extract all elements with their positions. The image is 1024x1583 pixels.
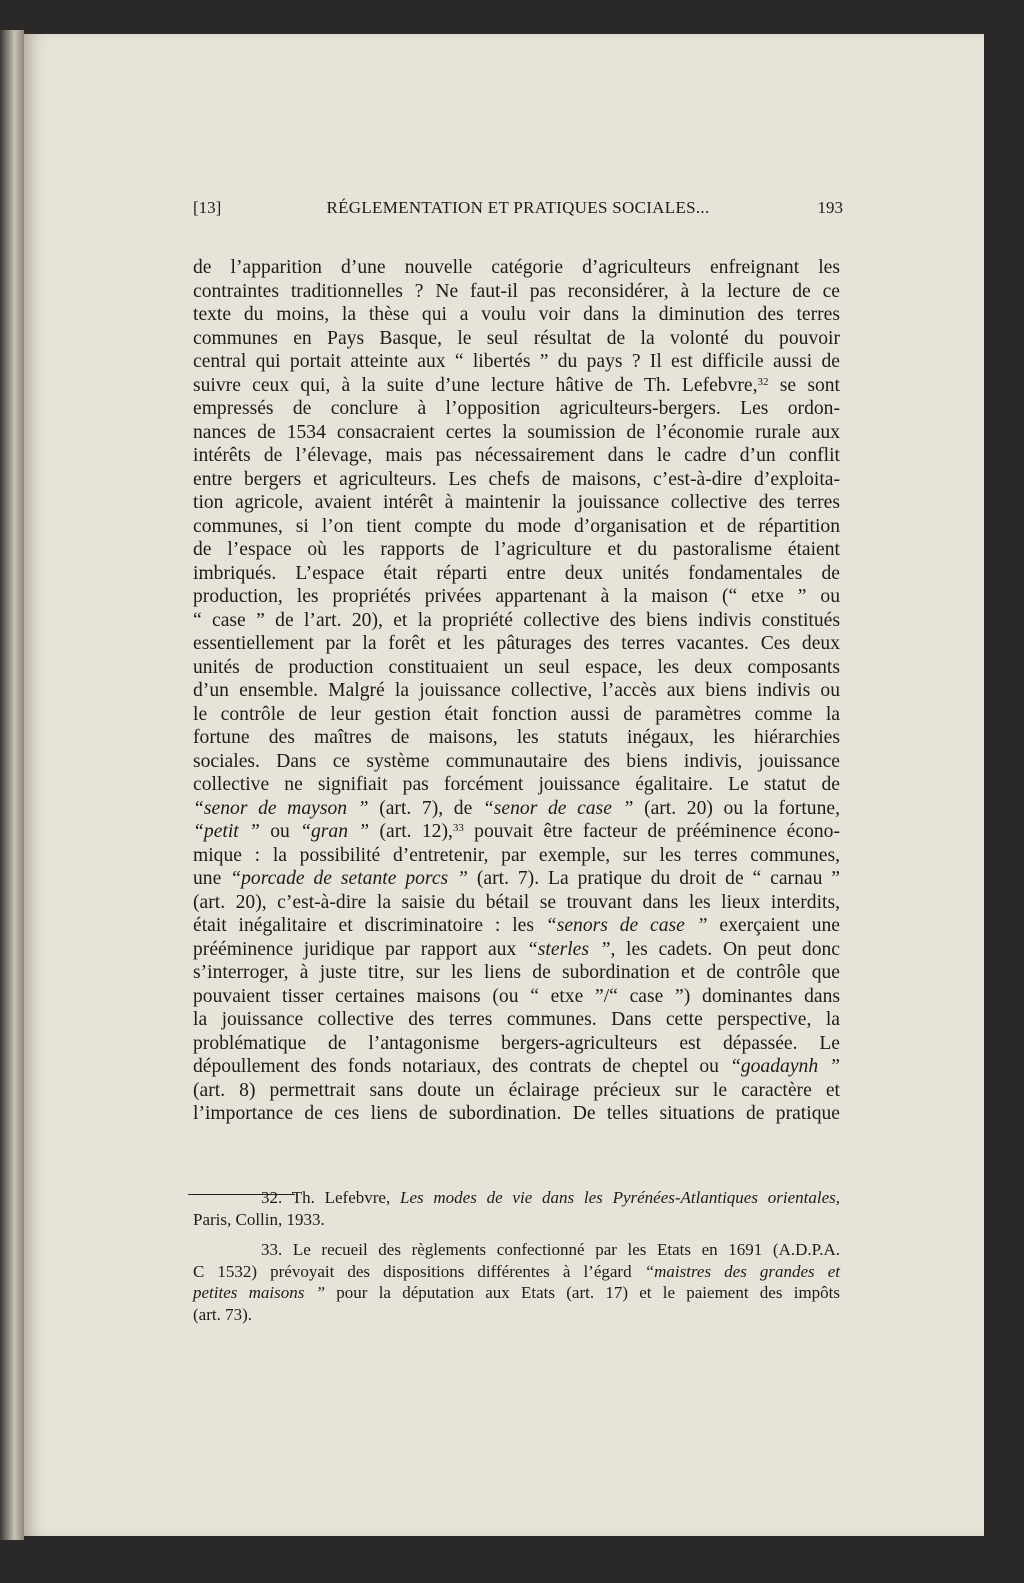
- text-run: central qui portait atteinte aux “ libertés ” du pays ? Il est difficile aussi de: [193, 351, 840, 372]
- text-line: [193, 844, 840, 868]
- text-line: [193, 703, 840, 727]
- text-line: [193, 750, 840, 774]
- text-run: pouvaient tisser certaines maisons (ou “ etxe ”/“ case ”) dominantes dans: [193, 985, 840, 1007]
- text-run: 33. Le recueil des règlements confectionné par les Etats en 1691 (A.D.P.A.: [261, 1240, 840, 1259]
- text-line: [193, 867, 840, 891]
- text-run: fortune des maîtres de maisons, les statuts inégaux, les hiérarchies: [193, 727, 840, 748]
- text-line: [193, 280, 840, 304]
- text-line: [193, 397, 840, 421]
- text-run: collective ne signifiait pas forcément jouissance égalitaire. Le statut de: [193, 774, 840, 795]
- italic-run: Les modes de vie dans les Pyrénées-Atlantiques orientales,: [400, 1188, 840, 1207]
- text-run: “ case ” de l’art. 20), et la propriété collective des biens indivis constitués: [193, 609, 840, 631]
- text-line: [193, 1304, 840, 1326]
- text-run: s’interroger, à juste titre, sur les liens de subordination et de contrôle que: [193, 962, 840, 983]
- text-line: [193, 1102, 840, 1126]
- text-run: la jouissance collective des terres communes. Dans cette perspective, la: [193, 1009, 840, 1030]
- text-line: [193, 632, 840, 656]
- text-run: communes, si l’on tient compte du mode d’organisation et de répartition: [193, 515, 840, 537]
- text-line: [193, 374, 840, 398]
- italic-run: petites maisons ”: [193, 1283, 326, 1302]
- text-line: [193, 1239, 840, 1261]
- text-run: d’un ensemble. Malgré la jouissance collective, l’accès aux biens indivis ou: [193, 680, 840, 701]
- text-run: prééminence juridique par rapport aux: [193, 938, 527, 960]
- text-line: [193, 820, 840, 844]
- text-run: production, les propriétés privées appartenant à la maison (“ etxe ” ou: [193, 586, 840, 607]
- text-run: C 1532) prévoyait des dispositions différentes à l’égard: [193, 1261, 645, 1281]
- text-run: le contrôle de leur gestion était fonction aussi de paramètres comme la: [193, 703, 840, 725]
- text-run: une: [193, 868, 231, 889]
- text-line: [193, 938, 840, 962]
- running-header: [193, 198, 843, 222]
- text-line: [193, 797, 840, 821]
- footnote: [193, 1187, 840, 1230]
- text-line: [193, 1282, 840, 1304]
- text-line: [193, 609, 840, 633]
- text-line: [193, 491, 840, 515]
- text-run: sociales. Dans ce système communautaire des biens indivis, jouissance: [193, 750, 840, 772]
- text-line: [193, 1209, 840, 1231]
- text-line: [193, 726, 840, 750]
- text-line: [193, 421, 840, 445]
- text-run: problématique de l’antagonisme bergers-agriculteurs est dépassée. Le: [193, 1032, 840, 1054]
- text-line: [193, 1079, 840, 1103]
- text-line: [193, 303, 840, 327]
- text-line: [193, 891, 840, 915]
- text-run: nances de 1534 consacraient certes la soumission de l’économie rurale aux: [193, 421, 840, 443]
- footnote-ref: 32: [757, 375, 769, 388]
- text-line: [193, 1261, 840, 1283]
- text-run: (art. 7), de: [368, 797, 483, 819]
- text-line: [193, 468, 840, 492]
- text-run: (art. 73).: [193, 1304, 253, 1324]
- text-run: (art. 7). La pratique du droit de “ carnau ”: [467, 868, 840, 889]
- text-run: intérêts de l’élevage, mais pas nécessairement dans le cadre d’un conflit: [193, 445, 840, 466]
- text-run: 32. Th. Lefebvre,: [261, 1188, 400, 1207]
- italic-run: “sterles ”,: [526, 938, 616, 960]
- text-run: (art. 12),: [369, 821, 453, 842]
- text-run: mique : la possibilité d’entretenir, par exemple, sur les terres communes,: [193, 844, 840, 866]
- text-run: suivre ceux qui, à la suite d’une lecture hâtive de Th. Lefebvre,: [193, 374, 758, 396]
- text-line: [193, 562, 840, 586]
- text-run: l’importance de ces liens de subordination. De telles situations de pratique: [193, 1103, 840, 1124]
- text-run: texte du moins, la thèse qui a voulu voir dans la diminution des terres: [193, 304, 840, 325]
- text-run: les cadets. On peut donc: [615, 938, 840, 960]
- text-line: [193, 515, 840, 539]
- italic-run: “maistres des grandes et: [644, 1261, 840, 1281]
- text-run: pouvait être facteur de prééminence écono-: [463, 821, 840, 842]
- text-run: entre bergers et agriculteurs. Les chefs de maisons, c’est-à-dire d’exploita-: [193, 468, 840, 490]
- text-line: [193, 679, 840, 703]
- text-line: [193, 350, 840, 374]
- italic-run: “gran ”: [300, 821, 370, 842]
- text-run: Paris, Collin, 1933.: [193, 1209, 325, 1229]
- italic-run: “porcade de setante porcs ”: [230, 868, 468, 889]
- text-run: dépoullement des fonds notariaux, des contrats de cheptel ou: [193, 1056, 730, 1077]
- text-line: [193, 773, 840, 797]
- italic-run: “goadaynh ”: [729, 1056, 840, 1077]
- text-line: [193, 444, 840, 468]
- text-line: [193, 985, 840, 1009]
- footnote-ref: 33: [452, 822, 464, 834]
- facing-page-edge: [0, 30, 24, 1540]
- running-title: RÉGLEMENTATION ET PRATIQUES SOCIALES...: [326, 198, 710, 217]
- text-run: essentiellement par la forêt et les pâturages des terres vacantes. Ces deux: [193, 633, 840, 654]
- text-line: [193, 256, 840, 280]
- footnotes: [193, 1187, 840, 1334]
- text-run: (art. 20), c’est-à-dire la saisie du bétail se trouvant dans les lieux interdits,: [193, 891, 840, 913]
- text-run: communes en Pays Basque, le seul résultat de la volonté du pouvoir: [193, 327, 840, 349]
- text-run: de l’apparition d’une nouvelle catégorie d’agriculteurs enfreignant les: [193, 257, 840, 278]
- text-run: (art. 8) permettrait sans doute un éclairage précieux sur le caractère et: [193, 1079, 840, 1101]
- text-run: (art. 20) ou la fortune,: [633, 797, 840, 819]
- text-run: pour la députation aux Etats (art. 17) et le paiement des impôts: [325, 1283, 841, 1302]
- text-line: [193, 538, 840, 562]
- text-line: [193, 585, 840, 609]
- text-run: imbriqués. L’espace était réparti entre deux unités fondamentales de: [193, 562, 840, 584]
- text-line: [193, 961, 840, 985]
- footnote: [193, 1239, 840, 1325]
- text-line: [193, 1055, 840, 1079]
- text-line: [193, 327, 840, 351]
- text-run: se sont: [768, 374, 841, 396]
- italic-run: “senors de case ”: [545, 915, 708, 936]
- text-run: empressés de conclure à l’opposition agriculteurs-bergers. Les ordon-: [193, 398, 840, 419]
- text-run: ou: [259, 821, 301, 842]
- text-line: [193, 1187, 840, 1209]
- italic-run: “senor de mayson ”: [193, 797, 369, 819]
- text-run: contraintes traditionnelles ? Ne faut-il pas reconsidérer, à la lecture de ce: [193, 280, 840, 302]
- italic-run: “petit ”: [193, 821, 260, 842]
- text-run: tion agricole, avaient intérêt à maintenir la jouissance collective des terres: [193, 492, 840, 513]
- text-run: était inégalitaire et discriminatoire : les: [193, 915, 546, 936]
- text-run: de l’espace où les rapports de l’agriculture et du pastoralisme étaient: [193, 539, 840, 560]
- text-line: [193, 656, 840, 680]
- text-line: [193, 914, 840, 938]
- text-line: [193, 1008, 840, 1032]
- body-text: [193, 256, 840, 1126]
- page-number: 193: [817, 198, 843, 217]
- text-run: unités de production constituaient un seul espace, les deux composants: [193, 656, 840, 678]
- italic-run: “senor de case ”: [482, 797, 634, 819]
- text-line: [193, 1032, 840, 1056]
- section-number: [13]: [193, 198, 222, 217]
- text-run: exerçaient une: [707, 915, 840, 936]
